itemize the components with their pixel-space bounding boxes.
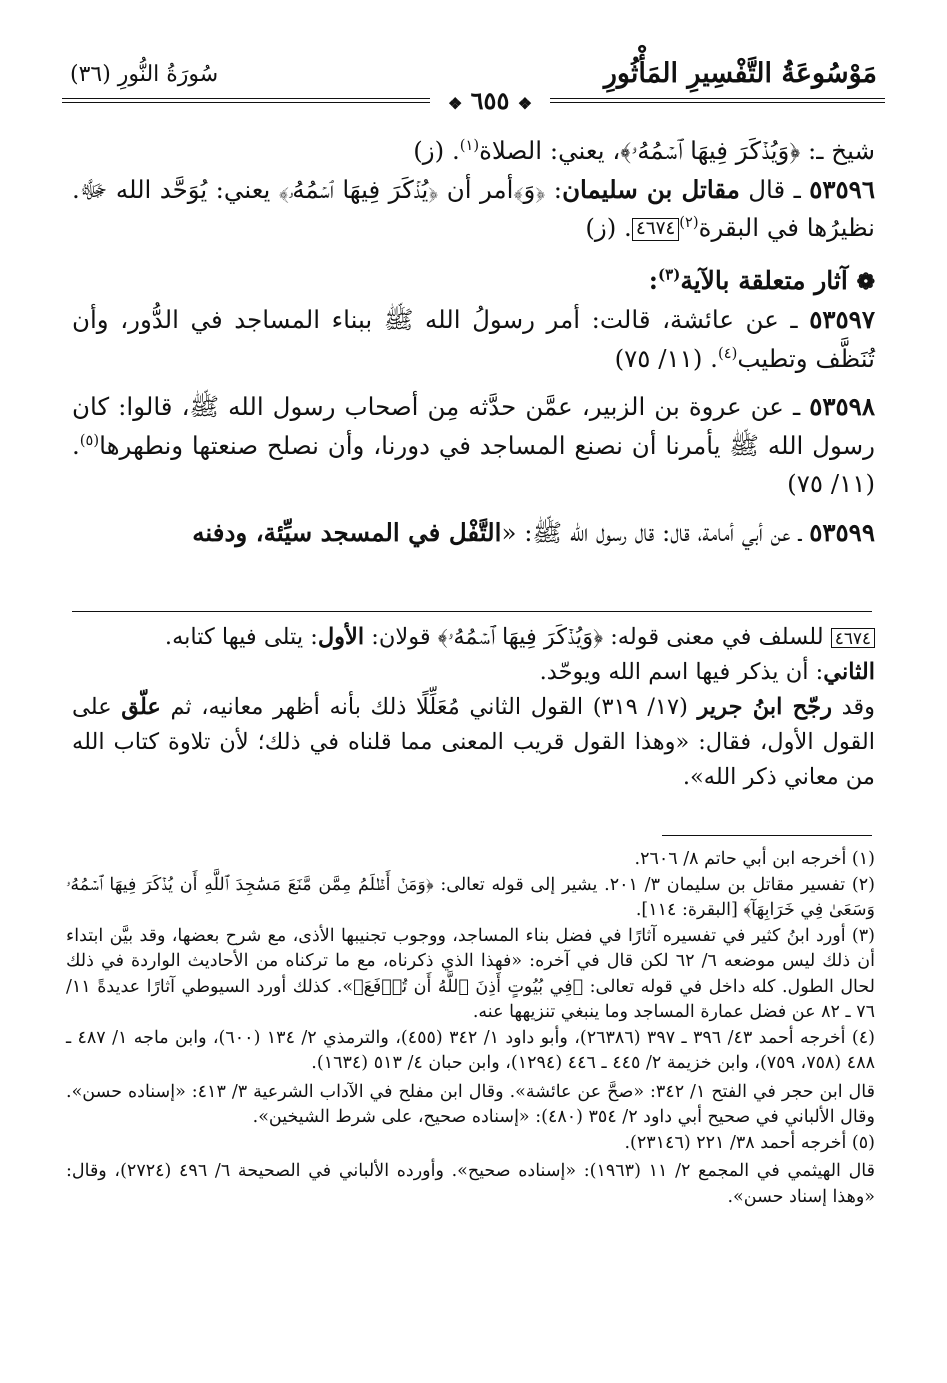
- footnote-separator: [662, 835, 872, 836]
- footnotes: [66, 847, 875, 1210]
- paragraph-continuation: شيخ ـ: ﴿وَيُذۡكَرَ فِيهَا ٱسۡمُهُۥ﴾، يعني: الصلاة$^{(١)}$. (ز): [413, 136, 875, 165]
- commentary-number-box: ٤٦٧٤: [831, 628, 875, 649]
- flower-ornament-icon: ❁: [856, 268, 875, 295]
- footnote: (٢) تفسير مقاتل بن سليمان ٣/ ٢٠١. يشير إلى قوله تعالى: ﴿وَمَنۡ أَظۡلَمُ مِمَّن مَّنَعَ مَسَٰجِدَ ٱللَّهِ أَن يُذۡكَرَ فِيهَا ٱسۡمُهُۥ وَسَعَىٰ فِي خَرَابِهَآ﴾ [البقرة: ١١٤].: [66, 874, 875, 920]
- athar-number: ٥٣٥٩٧: [809, 305, 875, 334]
- book-title: مَوْسُوعَةُ التَّفْسِيرِ المَأْثُورِ: [603, 58, 877, 89]
- footnote: قال ابن حجر في الفتح ١/ ٣٤٢: «صحَّ عن عائشة». وقال ابن مفلح في الآداب الشرعية ٣/ ٤١٣: «إسناده حسن». وقال الألباني في صحيح أبي داود ٢/ ٣٥٤ (٤٨٠): «إسناده صحيح، على شرط الشيخين».: [66, 1081, 875, 1127]
- commentary-line: الثاني: أن يذكر فيها اسم الله ويوحّد.: [539, 659, 875, 685]
- footnote-ref: (٥): [79, 431, 100, 449]
- ornament-icon: ❖: [447, 94, 463, 113]
- footnote: (٤) أخرجه أحمد ٤٣/ ٣٩٦ ـ ٣٩٧ (٢٦٣٨٦)، وأبو داود ١/ ٣٤٢ (٤٥٥)، والترمذي ٢/ ١٣٤ (٦٠٠)، وابن ماجه ١/ ٤٨٧ ـ ٤٨٨ (٧٥٨، ٧٥٩)، وابن خزيمة ٢/ ٤٤٥ ـ ٤٤٦ (١٢٩٤)، وابن حبان ٤/ ٥١٣ (١٦٣٤).: [66, 1027, 875, 1073]
- footnote-ref: (٤): [717, 344, 738, 362]
- athar-53597: ٥٣٥٩٧ ـ عن عائشة، قالت: أمر رسولُ الله ﷺ ببناء المساجد في الدُّور، وأن تُنَظَّف وتطيب$^{(٤)}$. (١١/ ٧٥): [72, 305, 875, 373]
- commentary-line: ٤٦٧٤ للسلف في معنى قوله: ﴿وَيُذۡكَرَ فِيهَا ٱسۡمُهُۥ﴾ قولان: الأول: يتلى فيها كتابه.: [72, 620, 875, 655]
- commentary: [72, 620, 875, 795]
- footnote-ref: (٢): [679, 213, 699, 231]
- commentary-line: وقد رجّح ابنُ جرير (١٧/ ٣١٩) القول الثاني مُعَلِّلًا ذلك بأنه أظهر معانيه، ثم علّق على القول الأول، فقال: «وهذا القول قريب المعنى مما قلناه في ذلك؛ لأن تلاوة كتاب الله من معاني ذكر الله».: [72, 694, 876, 790]
- footnote-ref: (٣): [658, 265, 681, 284]
- athar-number: ٥٣٥٩٦: [809, 174, 875, 204]
- ornament-icon: ❖: [517, 94, 533, 113]
- surah-label: سُورَةُ النُّورِ (٣٦): [70, 62, 219, 87]
- main-text: [72, 132, 875, 552]
- athar-53596: ٥٣٥٩٦ ـ قال مقاتل بن سليمان: ﴿وَ﴾أمر أن ﴿يُذۡكَرَ فِيهَا ٱسۡمُهُۥ﴾ يعني: يُوَحَّد الله ﷻ. نظيرُها في البقرة$^{(٢)}$٤٦٧٤. (ز): [72, 174, 875, 242]
- hadith-text: التَّفْل في المسجد سيِّئة، ودفنه: [192, 517, 502, 547]
- footnote: (١) أخرجه ابن أبي حاتم ٨/ ٢٦٠٦.: [634, 849, 875, 869]
- section-heading: ❁ آثار متعلقة بالآية$^{(٣)}$:: [648, 265, 875, 295]
- athar-53599: ٥٣٥٩٩ ـ عن أبي أمامة، قال: قال رسول الله ﷺ: «التَّفْل في المسجد سيِّئة، ودفنه: [192, 517, 875, 547]
- footnote: (٥) أخرجه أحمد ٣٨/ ٢٢١ (٢٣١٤٦).: [624, 1132, 875, 1153]
- footnote: (٣) أورد ابنُ كثير في تفسيره آثارًا في فضل بناء المساجد، ووجوب تجنيبها الأذى، مع شرح بعضها، وقد بيَّن ابتداء أن ذلك ليس موضعه ٦/ ٦٢ لكن قال في آخره: «فهذا الذي ذكرناه، مع ما تركناه من الأحاديث الواردة في ذلك لحال الطول. كله داخل في قوله تعالى: ﴿فِي بُيُوتٍ أَذِنَ ٱللَّهُ أَن تُرۡفَعَ﴾». كذلك أورد السيوطي آثارًا عديدةً ١١/ ٧٦ ـ ٨٢ عن فضل عمارة المساجد وما ينبغي تنزيهها عنه.: [66, 925, 875, 1022]
- page-number-box: [430, 86, 550, 115]
- athar-number: ٥٣٥٩٩: [809, 517, 875, 547]
- athar-53598: ٥٣٥٩٨ ـ عن عروة بن الزبير، عمَّن حدَّثه مِن أصحاب رسول الله ﷺ، قالوا: كان رسول الله ﷺ يأمرنا أن نصنع المساجد في دورنا، وأن نصلح صنعتها ونطهرها$^{(٥)}$. (١١/ ٧٥): [72, 392, 875, 498]
- footnote-ref: (١): [459, 136, 480, 154]
- page-number: ٦٥٥: [470, 86, 510, 115]
- footnote: قال الهيثمي في المجمع ٢/ ١١ (١٩٦٣): «إسناده صحيح». وأورده الألباني في الصحيحة ٦/ ٤٩٦ (٢٧٢٤)، وقال: «وهذا إسناد حسن».: [66, 1161, 875, 1207]
- athar-number: ٥٣٥٩٨: [809, 392, 875, 421]
- commentary-ref-box: ٤٦٧٤: [632, 218, 679, 240]
- commentary-separator: [72, 611, 872, 612]
- narrator-name: مقاتل بن سليمان: [562, 174, 740, 204]
